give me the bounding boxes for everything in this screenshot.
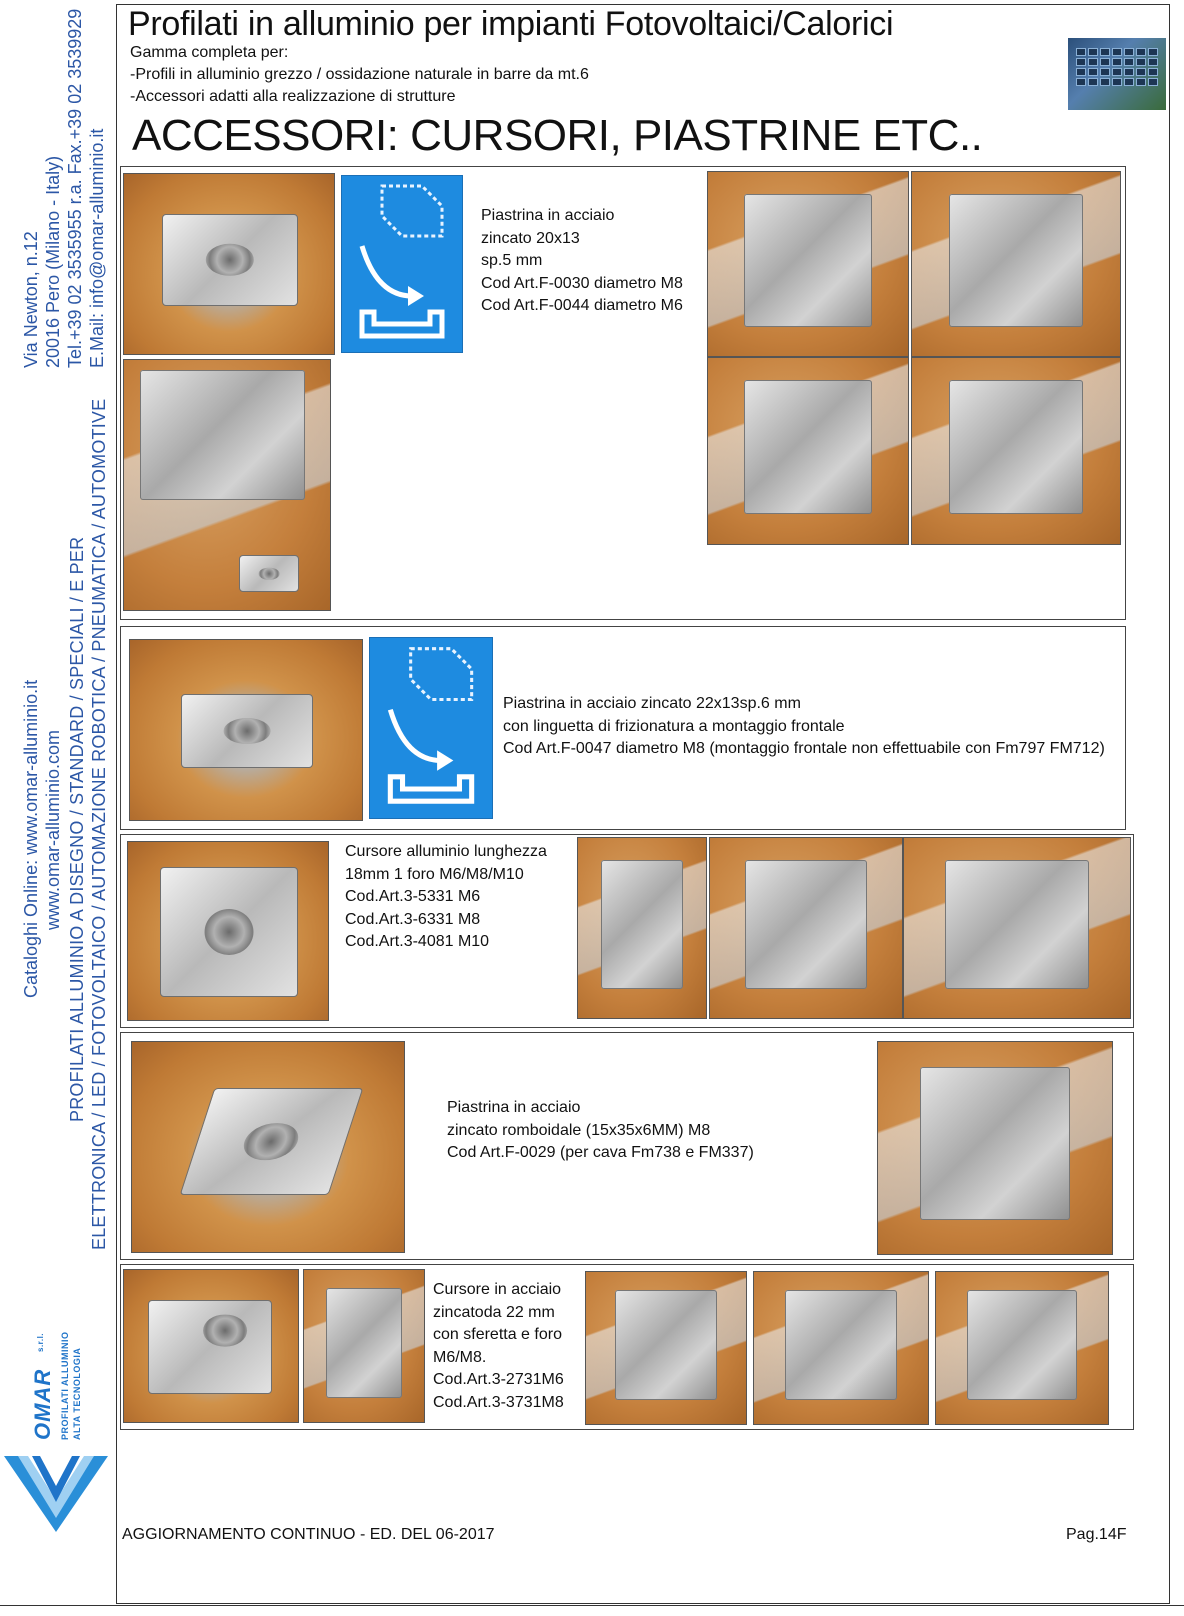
sectors-line: ELETTRONICA / LED / FOTOVOLTAICO / AUTOMAZIONE ROBOTICA / PNEUMATICA / AUTOMOTIVE xyxy=(89,398,109,1250)
product-photo xyxy=(127,841,329,1021)
company-address xyxy=(20,9,108,368)
mounting-diagram xyxy=(369,637,493,819)
solar-panel-image xyxy=(1068,38,1166,110)
product-photo xyxy=(131,1041,405,1253)
desc-line: Cod.Art.3-3731M8 xyxy=(433,1393,564,1411)
product-description xyxy=(433,1279,564,1414)
section-heading: ACCESSORI: CURSORI, PIASTRINE ETC.. xyxy=(132,111,983,160)
desc-line: zincato romboidale (15x35x6MM) M8 xyxy=(447,1121,711,1139)
product-description xyxy=(481,205,683,318)
product-section-1 xyxy=(120,166,1126,620)
application-photo xyxy=(577,837,707,1019)
desc-line: con linguetta di frizionatura a montaggio frontale xyxy=(503,717,845,735)
product-section-4 xyxy=(120,1032,1134,1260)
logo-name: OMAR xyxy=(30,1368,55,1440)
intro-line: Gamma completa per: xyxy=(130,44,289,61)
product-photo xyxy=(123,173,335,355)
desc-line: Piastrina in acciaio zincato 22x13sp.6 mm xyxy=(503,695,801,712)
desc-line: Cod.Art.3-2731M6 xyxy=(433,1371,564,1388)
omar-logo xyxy=(0,1290,112,1536)
mounting-arrow-icon xyxy=(342,176,462,352)
application-photo xyxy=(707,357,909,545)
application-photo xyxy=(911,357,1121,545)
logo-suffix: s.r.l. xyxy=(36,1332,45,1352)
application-photo xyxy=(877,1041,1113,1255)
product-section-5 xyxy=(120,1264,1134,1430)
product-description xyxy=(503,693,1105,761)
desc-line: Cod Art.F-0030 diametro M8 xyxy=(481,274,683,292)
application-photo xyxy=(709,837,903,1019)
application-photo xyxy=(903,837,1131,1019)
address-line: E.Mail: info@omar-alluminio.it xyxy=(87,128,107,368)
footer-update: AGGIORNAMENTO CONTINUO - ED. DEL 06-2017 xyxy=(122,1526,495,1543)
logo-line2: ALTA TECNOLOGIA xyxy=(72,1347,82,1440)
intro-line: -Profili in alluminio grezzo / ossidazione naturale in barre da mt.6 xyxy=(130,66,589,83)
product-photo xyxy=(129,639,363,821)
desc-line: 18mm 1 foro M6/M8/M10 xyxy=(345,865,524,883)
desc-line: zincato 20x13 xyxy=(481,229,580,247)
product-photo xyxy=(123,1269,299,1423)
page-title: Profilati in alluminio per impianti Fotovoltaici/Calorici xyxy=(128,5,894,43)
desc-line: M6/M8. xyxy=(433,1348,487,1366)
desc-line: Cursore alluminio lunghezza xyxy=(345,843,547,860)
mounting-arrow-icon xyxy=(370,638,492,818)
desc-line: Cod.Art.3-4081 M10 xyxy=(345,933,490,950)
product-photo xyxy=(123,359,331,611)
logo-line1: PROFILATI ALLUMINIO xyxy=(60,1331,70,1440)
catalog-link: Cataloghi Online: www.omar-alluminio.it xyxy=(21,679,41,998)
product-section-2 xyxy=(120,626,1126,830)
desc-line: sp.5 mm xyxy=(481,252,543,269)
product-section-3 xyxy=(120,834,1134,1028)
product-description xyxy=(345,841,547,954)
desc-line: Piastrina in acciaio xyxy=(447,1099,581,1116)
page-number: Pag.14F xyxy=(1066,1526,1127,1543)
address-line: Tel.+39 02 3535955 r.a. Fax.+39 02 3539929 xyxy=(65,8,85,368)
address-line: 20016 Pero (Milano - Italy) xyxy=(43,155,63,368)
desc-line: Cod.Art.3-5331 M6 xyxy=(345,888,481,905)
application-photo xyxy=(585,1271,747,1425)
intro-line: -Accessori adatti alla realizzazione di strutture xyxy=(130,88,456,105)
sectors-line: PROFILATI ALLUMINIO A DISEGNO / STANDARD / SPECIALI / E PER xyxy=(67,536,87,1122)
application-photo xyxy=(707,171,909,357)
desc-line: Cod.Art.3-6331 M8 xyxy=(345,910,481,928)
sectors-text xyxy=(66,399,110,1250)
desc-line: zincatoda 22 mm xyxy=(433,1303,555,1321)
application-photo xyxy=(935,1271,1109,1425)
desc-line: Cursore in acciaio xyxy=(433,1281,562,1298)
desc-line: Cod Art.F-0044 diametro M6 xyxy=(481,297,683,314)
desc-line: con sferetta e foro xyxy=(433,1326,562,1343)
application-photo xyxy=(911,171,1121,357)
desc-line: Piastrina in acciaio xyxy=(481,207,615,224)
bottom-rule xyxy=(0,1605,1184,1606)
logo-chevron-icon xyxy=(4,1452,108,1532)
catalog-links xyxy=(20,680,64,998)
product-description xyxy=(447,1097,754,1165)
desc-line: Cod Art.F-0029 (per cava Fm738 e FM337) xyxy=(447,1144,754,1161)
catalog-link: www.omar-alluminio.com xyxy=(43,729,63,930)
intro-text xyxy=(130,42,589,108)
address-line: Via Newton, n.12 xyxy=(21,231,41,368)
desc-line: Cod Art.F-0047 diametro M8 (montaggio frontale non effettuabile con Fm797 FM712) xyxy=(503,740,1105,757)
application-photo xyxy=(303,1269,425,1423)
application-photo xyxy=(753,1271,929,1425)
mounting-diagram xyxy=(341,175,463,353)
